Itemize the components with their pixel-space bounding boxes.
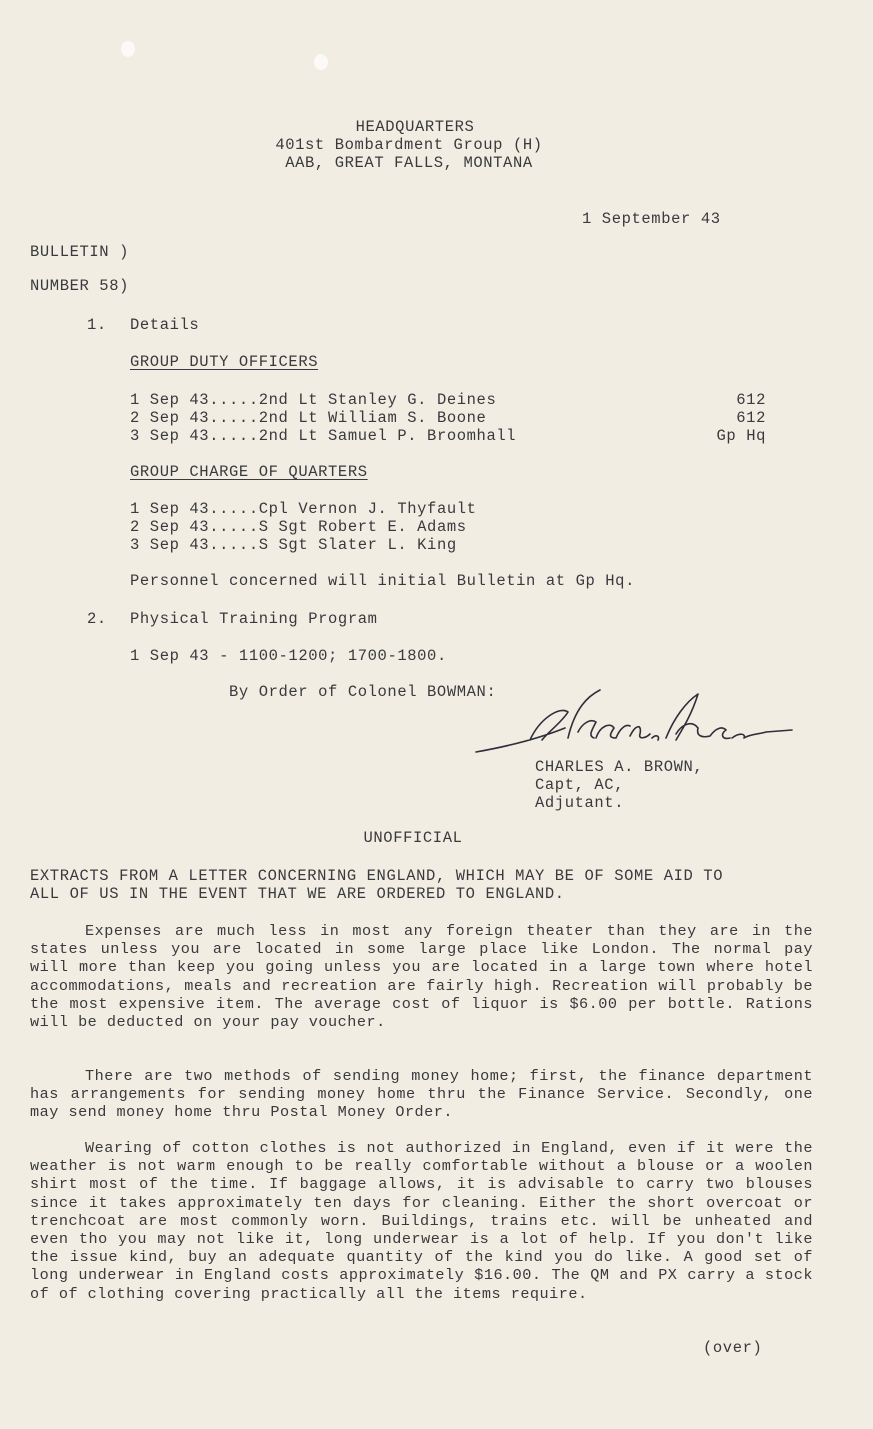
section-2-number: 2. xyxy=(87,610,107,628)
bulletin-label: BULLETIN ) xyxy=(30,243,130,261)
punch-hole-left xyxy=(121,41,135,57)
signatory-name: CHARLES A. BROWN, xyxy=(535,758,704,776)
bulletin-number: NUMBER 58) xyxy=(30,277,130,295)
personnel-note: Personnel concerned will initial Bulletin at Gp Hq. xyxy=(130,572,635,590)
order-line: By Order of Colonel BOWMAN: xyxy=(229,683,497,701)
signatory-rank: Capt, AC, xyxy=(535,776,625,794)
section-2-title: Physical Training Program xyxy=(130,610,378,628)
section-1-number: 1. xyxy=(87,316,107,334)
signatory-title: Adjutant. xyxy=(535,794,625,812)
bulletin-date: 1 September 43 xyxy=(582,210,721,228)
training-schedule: 1 Sep 43 - 1100-1200; 1700-1800. xyxy=(130,647,447,665)
unofficial-heading: UNOFFICIAL xyxy=(363,829,463,847)
letter-paragraph: Wearing of cotton clothes is not authorized in England, even if it were the weather is not warm enough to be really comfortable without a blouse or a woolen shirt most of the time. If baggage allows, it is advisable to carry two blouses since it takes approximately ten days for cleaning. Either the short overcoat or trenchcoat are most commonly worn. Buildings, trains etc. will be unheated and even tho you may not like it, long underwear is a lot of help. If you don't like the issue kind, buy an adequate quantity of the kind you do like. A good set of long underwear in England costs approximately $16.00. The QM and PX carry a stock of of clothing covering practically all the items require. xyxy=(30,1139,813,1303)
charge-of-quarters-heading: GROUP CHARGE OF QUARTERS xyxy=(130,463,368,481)
handwritten-signature xyxy=(470,688,800,758)
duty-officers-heading: GROUP DUTY OFFICERS xyxy=(130,353,319,371)
header-line-1: HEADQUARTERS xyxy=(355,118,475,136)
duty-officer-row: 1 Sep 43.....2nd Lt Stanley G. Deines xyxy=(130,391,497,409)
letter-paragraph: Expenses are much less in most any foreign theater than they are in the states unless you are located in some large place like London. The normal pay will more than keep you going unless you are located in a large town where hotel accommodations, meals and recreation are fairly high. Recreation will probably be the most expensive item. The average cost of liquor is $6.00 per bottle. Rations will be deducted on your pay voucher. xyxy=(30,922,813,1032)
unofficial-subheading-2: ALL OF US IN THE EVENT THAT WE ARE ORDERED TO ENGLAND. xyxy=(30,885,565,903)
duty-officer-row: 3 Sep 43.....2nd Lt Samuel P. Broomhall xyxy=(130,427,517,445)
cq-row: 2 Sep 43.....S Sgt Robert E. Adams xyxy=(130,518,467,536)
header-line-2: 401st Bombardment Group (H) xyxy=(275,136,543,154)
duty-officer-row: 2 Sep 43.....2nd Lt William S. Boone xyxy=(130,409,487,427)
letter-paragraph: There are two methods of sending money home; first, the finance department has arrangements for sending money home thru the Finance Service. Secondly, one may send money home thru Postal Money Order. xyxy=(30,1067,813,1122)
header-line-3: AAB, GREAT FALLS, MONTANA xyxy=(285,154,533,172)
unofficial-subheading-1: EXTRACTS FROM A LETTER CONCERNING ENGLAND, WHICH MAY BE OF SOME AID TO xyxy=(30,867,724,885)
cq-row: 3 Sep 43.....S Sgt Slater L. King xyxy=(130,536,457,554)
duty-officer-unit: 612 xyxy=(736,409,766,427)
duty-officer-unit: 612 xyxy=(736,391,766,409)
over-footer: (over) xyxy=(703,1339,763,1357)
duty-officer-unit: Gp Hq xyxy=(716,427,766,445)
punch-hole-right xyxy=(314,54,328,70)
section-1-title: Details xyxy=(130,316,200,334)
cq-row: 1 Sep 43.....Cpl Vernon J. Thyfault xyxy=(130,500,477,518)
